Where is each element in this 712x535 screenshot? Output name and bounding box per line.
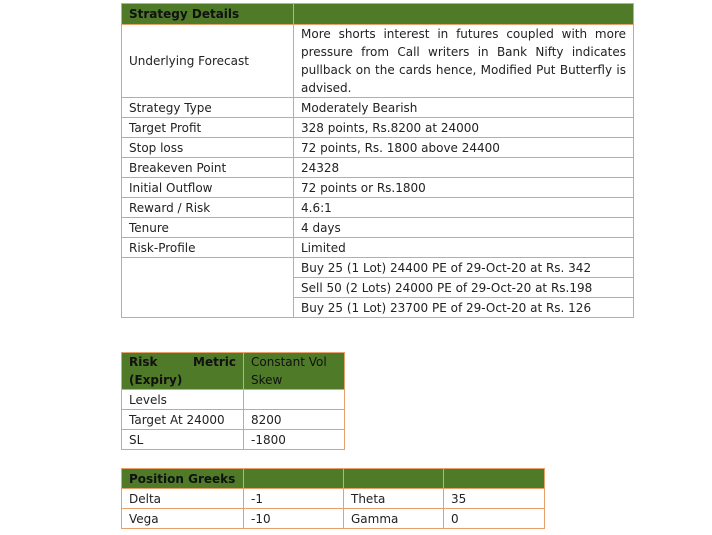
row-label: Stop loss bbox=[122, 138, 294, 158]
risk-row-value: -1800 bbox=[244, 430, 345, 450]
leg-item: Sell 50 (2 Lots) 24000 PE of 29-Oct-20 at Rs.198 bbox=[294, 278, 634, 298]
strategy-header-blank bbox=[294, 4, 634, 25]
leg-item: Buy 25 (1 Lot) 24400 PE of 29-Oct-20 at Rs. 342 bbox=[294, 258, 634, 278]
greeks-header-blank bbox=[244, 469, 344, 489]
row-value: More shorts interest in futures coupled with more pressure from Call writers in Bank Nifty indicates pullback on the cards hence, Modified Put Butterfly is advised. bbox=[294, 25, 634, 98]
row-value: 72 points, Rs. 1800 above 24400 bbox=[294, 138, 634, 158]
greek-name: Gamma bbox=[344, 509, 444, 529]
strategy-details-table bbox=[121, 3, 634, 318]
row-label: Tenure bbox=[122, 218, 294, 238]
greeks-header-blank bbox=[444, 469, 545, 489]
row-label: Strategy Type bbox=[122, 98, 294, 118]
row-value: 328 points, Rs.8200 at 24000 bbox=[294, 118, 634, 138]
greek-name: Theta bbox=[344, 489, 444, 509]
greeks-header: Position Greeks bbox=[122, 469, 244, 489]
row-label: Risk-Profile bbox=[122, 238, 294, 258]
legs-blank-cell bbox=[122, 258, 294, 318]
row-value: 4.6:1 bbox=[294, 198, 634, 218]
row-value: Limited bbox=[294, 238, 634, 258]
greek-value: 0 bbox=[444, 509, 545, 529]
row-label: Underlying Forecast bbox=[122, 25, 294, 98]
greek-value: 35 bbox=[444, 489, 545, 509]
row-value: 72 points or Rs.1800 bbox=[294, 178, 634, 198]
risk-header-metric: Risk Metric (Expiry) bbox=[122, 353, 244, 390]
row-value: Moderately Bearish bbox=[294, 98, 634, 118]
leg-item: Buy 25 (1 Lot) 23700 PE of 29-Oct-20 at Rs. 126 bbox=[294, 298, 634, 318]
risk-row-value bbox=[244, 390, 345, 410]
position-greeks-table bbox=[121, 468, 545, 529]
strategy-header: Strategy Details bbox=[122, 4, 294, 25]
row-value: 24328 bbox=[294, 158, 634, 178]
risk-row-label: Target At 24000 bbox=[122, 410, 244, 430]
risk-header-skew: Constant Vol Skew bbox=[244, 353, 345, 390]
greek-name: Vega bbox=[122, 509, 244, 529]
greek-value: -10 bbox=[244, 509, 344, 529]
risk-row-value: 8200 bbox=[244, 410, 345, 430]
risk-metric-table bbox=[121, 352, 345, 450]
row-label: Reward / Risk bbox=[122, 198, 294, 218]
row-label: Target Profit bbox=[122, 118, 294, 138]
risk-row-label: Levels bbox=[122, 390, 244, 410]
greek-value: -1 bbox=[244, 489, 344, 509]
greeks-header-blank bbox=[344, 469, 444, 489]
risk-row-label: SL bbox=[122, 430, 244, 450]
row-label: Initial Outflow bbox=[122, 178, 294, 198]
row-value: 4 days bbox=[294, 218, 634, 238]
row-label: Breakeven Point bbox=[122, 158, 294, 178]
greek-name: Delta bbox=[122, 489, 244, 509]
